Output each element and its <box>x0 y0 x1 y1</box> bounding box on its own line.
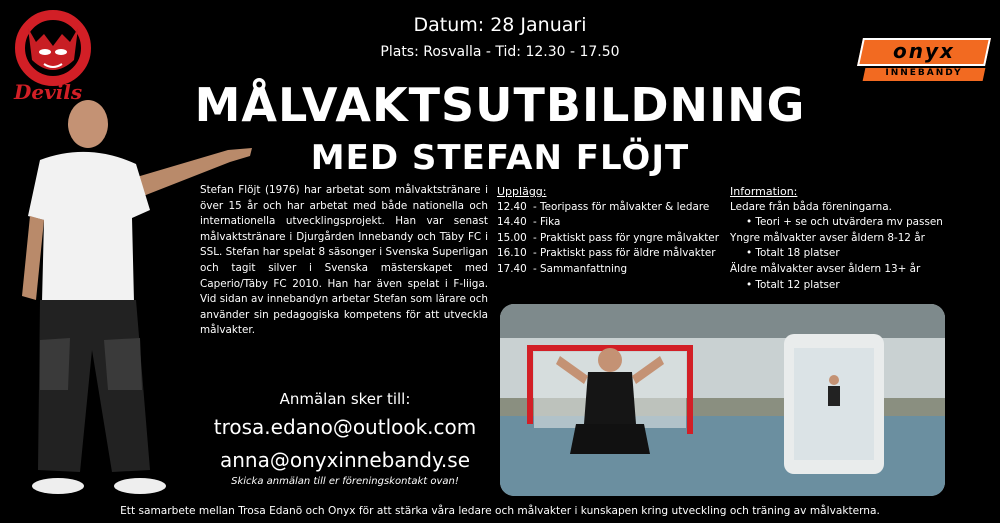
signup-note: Skicka anmälan till er föreningskontakt ovan! <box>231 476 459 487</box>
schedule-time: 14.40 <box>497 216 527 229</box>
page-subtitle: MED STEFAN FLÖJT <box>310 138 690 178</box>
schedule-row <box>497 246 732 262</box>
schedule-time: 16.10 <box>497 247 527 260</box>
schedule-row <box>497 200 732 216</box>
information-line: Ledare från båda föreningarna. <box>730 200 892 213</box>
innebandy-wordmark: INNEBANDY <box>885 68 963 78</box>
schedule-row <box>497 262 732 278</box>
schedule-text: - Praktiskt pass för äldre målvakter <box>533 247 716 260</box>
onyx-innebandy-logo <box>860 38 990 84</box>
event-location-time: Plats: Rosvalla - Tid: 12.30 - 17.50 <box>380 44 620 60</box>
information-bullet: • Teori + se och utvärdera mv passen <box>746 216 943 229</box>
footer-text: Ett samarbete mellan Trosa Edanö och Onyx för att stärka våra ledare och målvakter i kunskapen kring utveckling och träning av målvakterna. <box>120 505 880 517</box>
goalkeeper-training-photo <box>500 304 945 496</box>
schedule-text: - Fika <box>533 216 561 229</box>
information-heading: Information: <box>730 185 798 198</box>
devils-script-text: Devils <box>14 80 83 104</box>
information-section <box>730 184 990 293</box>
schedule-text: - Sammanfattning <box>533 262 628 275</box>
schedule-row <box>497 215 732 231</box>
schedule-time: 17.40 <box>497 262 527 275</box>
page-title: MÅLVAKTSUTBILDNING <box>194 78 806 132</box>
coach-bio: Stefan Flöjt (1976) har arbetat som målvaktstränare i över 15 år och har arbetat med både nationella och internationella utvecklingsprojekt. Han var senast målvaktstränare i Djurgården Innebandy och Täby FC i SSL. Stefan har spelat 8 säsonger i Svenska Superligan och tagit silver i Svenska mästerskapet med Caperio/Täby FC 2010. Han har även spelat i F-liiga. Vid sidan av innebandyn arbetar Stefan som lärare och använder sin pedagogiska kompetens för att utveckla målvakter. <box>200 184 488 337</box>
schedule-time: 15.00 <box>497 231 527 244</box>
event-date: Datum: 28 Januari <box>413 14 587 36</box>
schedule-text: - Praktiskt pass för yngre målvakter <box>533 231 719 244</box>
contact-email-onyx[interactable]: anna@onyxinnebandy.se <box>219 448 471 472</box>
schedule-time: 12.40 <box>497 200 527 213</box>
signup-label: Anmälan sker till: <box>279 390 411 408</box>
information-line: Äldre målvakter avser åldern 13+ år <box>730 262 921 275</box>
information-bullet: • Totalt 12 platser <box>746 278 840 291</box>
schedule-text: - Teoripass för målvakter & ledare <box>533 200 710 213</box>
schedule-row <box>497 231 732 247</box>
information-bullet: • Totalt 18 platser <box>746 247 840 260</box>
onyx-wordmark: onyx <box>893 39 955 63</box>
schedule-heading: Upplägg: <box>497 185 547 198</box>
contact-email-trosa[interactable]: trosa.edano@outlook.com <box>213 415 477 439</box>
schedule-section <box>497 184 732 278</box>
information-line: Yngre målvakter avser åldern 8-12 år <box>730 231 925 244</box>
